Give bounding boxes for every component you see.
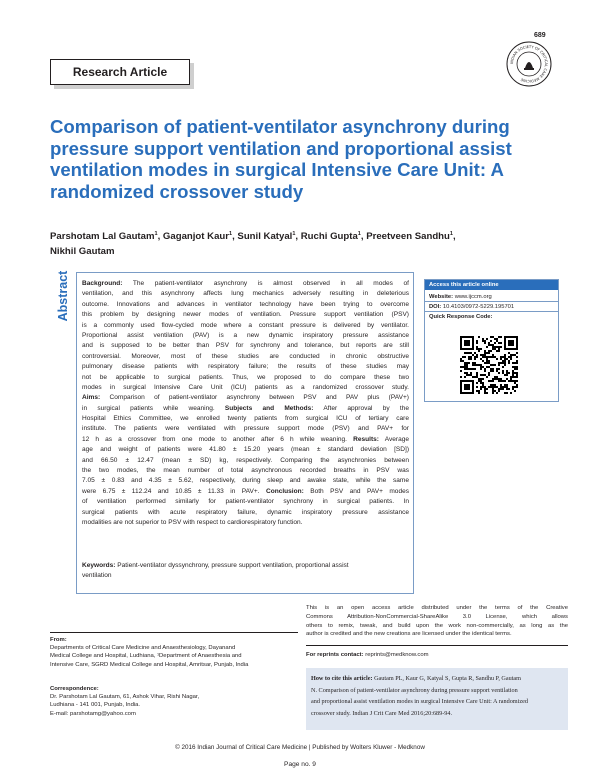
keywords-line: ventilation — [82, 572, 112, 580]
license-line: Commons Attribution-NonCommercial-ShareAlike 3.0 License, which allows — [306, 613, 568, 620]
citation-line: crossover study. Indian J Crit Care Med 2016;20:689-94. — [311, 709, 453, 717]
title-line: Comparison of patient-ventilator asynchrony during — [50, 116, 510, 137]
journal-footer: © 2016 Indian Journal of Critical Care Medicine | Published by Wolters Kluwer - Medknow — [175, 744, 425, 751]
abstract-segment: not be applicable to surgical patients. Thus, we proposed to do compare these two — [82, 373, 409, 381]
title-line: randomized crossover study — [50, 180, 304, 202]
license-line: This is an open access article distributed under the terms of the Creative — [306, 605, 568, 611]
section-label-box — [50, 59, 190, 85]
abstract-label-container — [52, 262, 74, 330]
abstract-line — [82, 508, 409, 518]
abstract-line — [82, 466, 409, 476]
doi-link[interactable]: 10.4103/0972-5229.195701 — [442, 304, 515, 310]
website-label: Website: — [429, 294, 454, 300]
qr-label: Quick Response Code: — [429, 314, 493, 320]
abstract-line — [82, 279, 409, 289]
abstract-line — [82, 476, 409, 486]
abstract-segment: modalities are not superior to PSV with respect to cardiorespiratory function. — [82, 518, 303, 526]
abstract-segment: in surgical patients while weaning. — [82, 404, 225, 412]
abstract-segment: Proportional assist ventilation (PAV) is a new dynamic inspiratory pressure assistance — [82, 331, 409, 339]
abstract-label: Abstract — [56, 270, 70, 322]
abstract-line — [82, 310, 409, 320]
abstract-segment: Average — [378, 435, 409, 443]
doi-label: DOI: — [429, 304, 442, 310]
abstract-line — [82, 414, 409, 424]
author-affiliation: 1 — [229, 231, 233, 237]
citation-value: Gautam PL, Kaur G, Katyal S, Gupta R, Sandhu P, Gautam — [372, 675, 521, 682]
correspondence-line: Dr. Parshotam Lal Gautam, 61, Ashok Vihar, Rishi Nagar, — [50, 694, 200, 701]
keywords — [82, 561, 409, 582]
abstract-line — [82, 518, 409, 528]
abstract-heading: Background: — [82, 280, 123, 287]
qr-label-row — [429, 312, 557, 322]
abstract-segment: Comparison of patient-ventilator asynchrony between PSV and PAV plus (PAV+) — [100, 394, 409, 402]
page-footer: Page no. 9 — [284, 761, 316, 768]
abstract-line — [82, 497, 409, 507]
abstract-line — [82, 487, 409, 497]
author-line-2: Nikhil Gautam — [50, 246, 115, 258]
author-name: Preetveen Sandhu — [366, 231, 450, 243]
abstract-segment: is a commonly used flow-cycled mode where a constant pressure is delivered by ventilator. — [82, 321, 409, 329]
abstract-segment: the two modes, the mean number of total asynchronous recorded breaths in PSV was — [82, 467, 409, 475]
abstract-segment: After approval by the — [313, 404, 409, 412]
access-header: Access this article online — [425, 280, 558, 290]
from-label: From: — [50, 637, 67, 643]
article-title — [50, 116, 570, 202]
abstract-heading: Aims: — [82, 394, 101, 402]
divider — [50, 632, 298, 633]
abstract-line — [82, 383, 409, 393]
abstract-line — [82, 300, 409, 310]
abstract-segment: The patient-ventilator asynchrony is almost observed in all modes of — [122, 280, 409, 287]
abstract-segment: pulmonary disease patients with respiratory failure; the results of these studies may — [82, 363, 409, 371]
keywords-line — [82, 561, 409, 571]
correspondence-label: Correspondence: — [50, 686, 99, 692]
divider — [306, 645, 568, 646]
abstract-segment: 12 h as a crossover from one mode to another after 6 h while weaning. — [82, 435, 354, 443]
license-text — [306, 604, 568, 639]
section-label: Research Article — [72, 65, 168, 79]
abstract-segment: Hospital Ethics Committee, we enrolled twenty patients from surgical ICU of tertiary care — [82, 415, 409, 423]
abstract-line — [82, 435, 409, 445]
correspondence-line: Ludhiana - 141 001, Punjab, India. — [50, 702, 141, 709]
abstract-segment: and 66.50 ± 12.47 (mean ± SD) kg, respectively. Comparing the asynchronies between — [82, 456, 409, 464]
abstract-text — [82, 279, 409, 528]
abstract-segment: controversial. Moreover, most of these studies are conducted in chronic obstructive — [82, 352, 409, 360]
abstract-segment: institute. The patients were ventilated with pressure support mode (PSV) and PAV+ for — [82, 425, 409, 433]
author-affiliation: 1 — [449, 231, 453, 237]
abstract-segment: ventilation, and this asynchrony affects lung mechanics adversely resulting in deleterious — [82, 290, 409, 298]
title-line: pressure support ventilation and proportional assist — [50, 137, 512, 159]
abstract-segment: Both PSV and PAV+ modes — [303, 487, 409, 495]
abstract-segment: age and weight of patients were 41.80 ± 15.20 years (mean ± standard deviation [SD]) — [82, 446, 409, 454]
author-name: Gaganjot Kaur — [162, 231, 230, 243]
title-line: ventilation modes in surgical Intensive Care Unit: A — [50, 159, 504, 180]
logo-text: INDIAN SOCIETY OF CRITICAL CARE MEDICINE — [509, 44, 549, 84]
abstract-line — [82, 424, 409, 434]
abstract-heading: Subjects and Methods: — [224, 404, 314, 412]
abstract-segment: were 6.75 ± 112.24 and 10.85 ± 11.33 in PAV+. — [82, 487, 266, 495]
abstract-segment: surgical patients with acute respiratory failure, dynamic inspiratory pressure assistance — [82, 508, 409, 516]
abstract-line — [82, 373, 409, 383]
qr-code-icon[interactable] — [460, 336, 518, 394]
abstract-segment: of ventilation performed similarly for patient-ventilator synchrony in surgical patients. In — [82, 498, 409, 506]
reprints-email[interactable]: reprints@medknow.com — [365, 652, 429, 658]
reprints-contact — [306, 652, 568, 658]
author-name: Ruchi Gupta — [300, 231, 358, 243]
abstract-segment: 7.05 ± 0.83 and 4.35 ± 5.62, respectively, during sleep and awake state, while the same — [82, 477, 409, 485]
author-name: Sunil Katyal — [237, 231, 293, 243]
abstract-line — [82, 362, 409, 372]
abstract-segment: this problem by designing newer modes of ventilation. Pressure support ventilation (PSV) — [82, 311, 409, 319]
keywords-value: Patient-ventilator dyssynchrony, pressure support ventilation, proportional assist — [115, 562, 349, 569]
abstract-line — [82, 341, 409, 351]
abstract-heading: Conclusion: — [265, 487, 304, 495]
website-link[interactable]: www.ijccm.org — [454, 294, 492, 300]
affiliation-line: Departments of Critical Care Medicine and Anaesthesiology, Dayanand — [50, 645, 236, 652]
page-number: 689 — [534, 32, 546, 39]
abstract-line — [82, 321, 409, 331]
abstract-segment: modes in surgical Intensive Care Unit (ICU) patients as a randomized crossover study. — [82, 383, 409, 391]
correspondence-email[interactable]: E-mail: parshotamg@yahoo.com — [50, 710, 136, 717]
license-line: others to remix, tweak, and build upon the work non-commercially, as long as the — [306, 622, 568, 629]
abstract-line — [82, 352, 409, 362]
author-line-1: Parshotam Lal Gautam$^1$, Gaganjot Kaur$^1$, Sunil Katyal$^1$, Ruchi Gupta$^1$, Preetveen Sandhu$^1$, — [50, 231, 456, 243]
citation-line — [311, 673, 563, 685]
affiliation-line: Intensive Care, SGRD Medical College and Hospital, Amritsar, Punjab, India — [50, 661, 249, 668]
keywords-label: Keywords: — [82, 562, 116, 569]
citation-box — [306, 668, 568, 730]
society-logo — [505, 40, 553, 88]
abstract-line — [82, 445, 409, 455]
author-affiliation: 1 — [357, 231, 361, 237]
abstract-heading: Results: — [353, 435, 379, 443]
correspondence — [50, 685, 300, 718]
author-affiliation: 1 — [154, 231, 158, 237]
author-name: Parshotam Lal Gautam — [50, 231, 155, 243]
author-affiliation: 1 — [292, 231, 296, 237]
citation-line: N. Comparison of patient-ventilator asynchrony during pressure support ventilation — [311, 686, 518, 694]
citation-text — [311, 673, 563, 719]
abstract-line — [82, 393, 409, 403]
reprints-label: For reprints contact: — [306, 652, 364, 658]
abstract-line — [82, 331, 409, 341]
license-line: author is credited and the new creations are licensed under the identical terms. — [306, 631, 512, 638]
author-list — [50, 227, 570, 259]
abstract-segment: outcome. Innovations and advances in ventilator technology have been trying to overcome — [82, 300, 409, 308]
affiliations — [50, 636, 300, 669]
abstract-line — [82, 289, 409, 299]
abstract-segment: and is supposed to be better than PSV for synchrony and tolerance, but reports are still — [82, 342, 409, 350]
abstract-line — [82, 404, 409, 414]
affiliation-line: Medical College and Hospital, Ludhiana, ¹Department of Anaesthesia and — [50, 653, 242, 660]
citation-label: How to cite this article: — [311, 675, 373, 682]
abstract-line — [82, 456, 409, 466]
citation-line: and proportional assist ventilation modes in surgical Intensive Care Unit: A randomized — [311, 698, 528, 705]
access-online-box — [424, 279, 559, 402]
